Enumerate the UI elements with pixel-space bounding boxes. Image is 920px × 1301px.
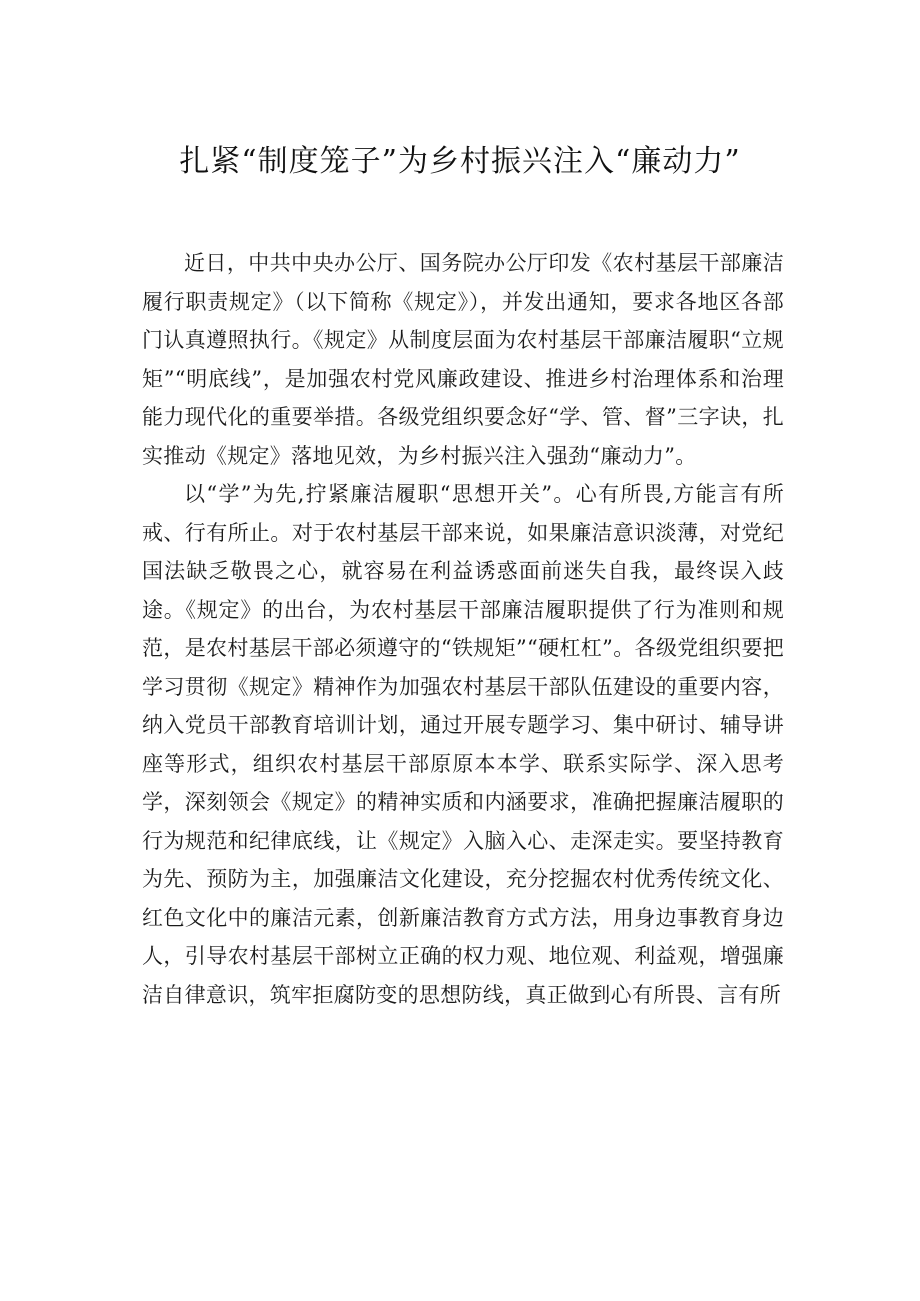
- document-title: 扎紧“制度笼子”为乡村振兴注入“廉动力”: [179, 144, 741, 179]
- paragraph: 以“学”为先,拧紧廉洁履职“思想开关”。心有所畏,方能言有所戒、行有所止。对于农村基层干部来说，如果廉洁意识淡薄，对党纪国法缺乏敬畏之心，就容易在利益诱惑面前迷失自我，最终误入歧途。《规定》的出台，为农村基层干部廉洁履职提供了行为准则和规范，是农村基层干部必须遵守的“铁规矩”“硬杠杠”。各级党组织要把学习贯彻《规定》精神作为加强农村基层干部队伍建设的重要内容，纳入党员干部教育培训计划，通过开展专题学习、集中研讨、辅导讲座等形式，组织农村基层干部原原本本学、联系实际学、深入思考学，深刻领会《规定》的精神实质和内涵要求，准确把握廉洁履职的行为规范和纪律底线，让《规定》入脑入心、走深走实。要坚持教育为先、预防为主，加强廉洁文化建设，充分挖掘农村优秀传统文化、红色文化中的廉洁元素，创新廉洁教育方式方法，用身边事教育身边人，引导农村基层干部树立正确的权力观、地位观、利益观，增强廉洁自律意识，筑牢拒腐防变的思想防线，真正做到心有所畏、言有所: [142, 482, 784, 1007]
- paragraph: 近日，中共中央办公厅、国务院办公厅印发《农村基层干部廉洁履行职责规定》（以下简称《规定》），并发出通知，要求各地区各部门认真遵照执行。《规定》从制度层面为农村基层干部廉洁履职“立规矩”“明底线”，是加强农村党风廉政建设、推进乡村治理体系和治理能力现代化的重要举措。各级党组织要念好“学、管、督”三字诀，扎实推动《规定》落地见效，为乡村振兴注入强劲“廉动力”。: [142, 251, 784, 468]
- document-body: [142, 244, 784, 1014]
